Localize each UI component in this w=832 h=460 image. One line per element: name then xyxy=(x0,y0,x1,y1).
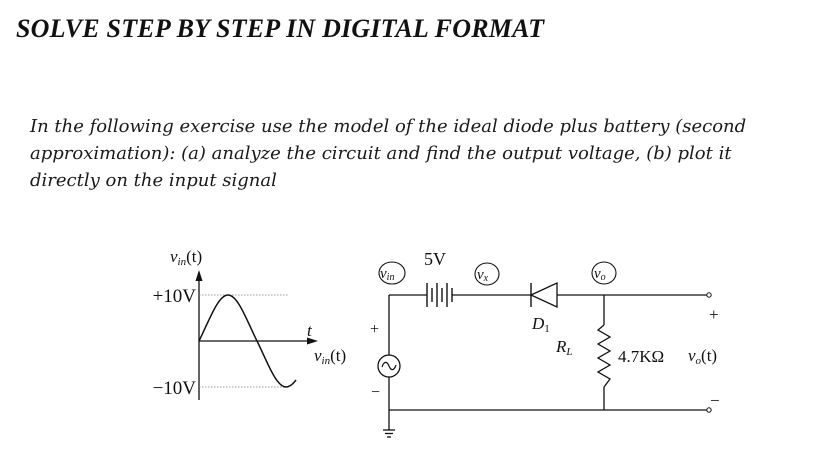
plot-peak-label-negative: −10V xyxy=(152,378,196,399)
diode-d1 xyxy=(531,283,557,307)
output-minus-sign: − xyxy=(710,391,720,410)
node-vx-marker xyxy=(475,263,499,285)
ac-voltage-source xyxy=(314,321,400,401)
instructions-line-1: In the following exercise use the model of the ideal diode plus battery (second xyxy=(30,116,747,137)
resistor-value-label: 4.7KΩ xyxy=(618,347,665,366)
svg-text:vx: vx xyxy=(477,267,489,284)
output-voltage-label: vo(t) xyxy=(688,346,718,367)
plot-y-axis-label: vin(t) xyxy=(170,247,203,268)
instructions-line-2: approximation): (a) analyze the circuit and find the output voltage, (b) plot it xyxy=(30,143,732,164)
load-resistor xyxy=(598,325,610,387)
exercise-heading: SOLVE STEP BY STEP IN DIGITAL FORMAT xyxy=(16,14,545,43)
ground-symbol xyxy=(383,430,395,437)
instructions-line-3: directly on the input signal xyxy=(30,170,277,191)
resistor-label: RL xyxy=(556,337,573,358)
svg-text:vo: vo xyxy=(594,266,606,283)
plot-peak-label-positive: +10V xyxy=(152,286,196,307)
output-plus-sign: + xyxy=(709,305,719,324)
battery-value-label: 5V xyxy=(424,249,446,269)
input-waveform-plot xyxy=(153,247,318,400)
plot-y-axis-arrow xyxy=(196,270,203,281)
plot-x-axis-label: t xyxy=(307,321,312,340)
source-plus-sign: + xyxy=(370,321,380,338)
source-minus-sign: − xyxy=(371,384,381,401)
node-vo-marker xyxy=(592,262,616,284)
node-vin-marker xyxy=(379,262,405,284)
diode-label: D1 xyxy=(532,314,550,335)
battery-5v xyxy=(427,283,452,307)
svg-text:vin: vin xyxy=(380,266,395,283)
source-label: vin(t) xyxy=(314,346,347,367)
output-terminal-top xyxy=(707,293,711,297)
